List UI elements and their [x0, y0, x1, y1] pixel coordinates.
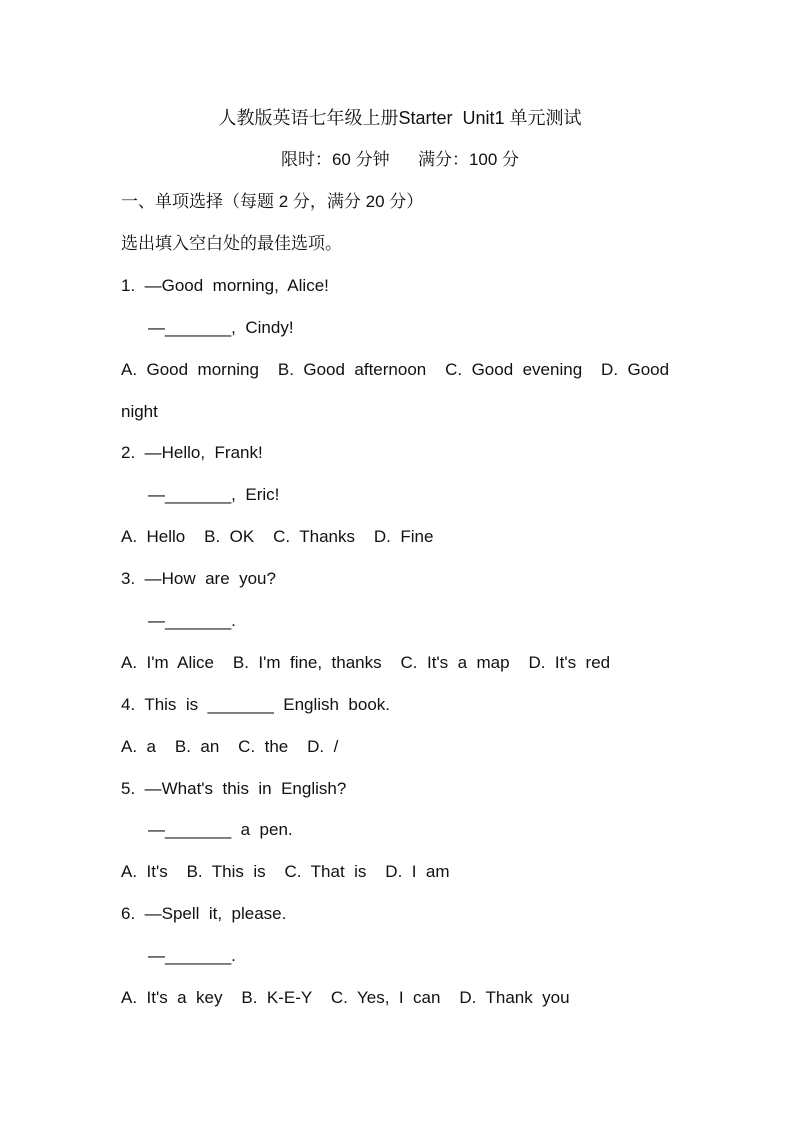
question-4-options: A. a B. an C. the D. /	[121, 737, 339, 756]
question-6-options: A. It's a key B. K-E-Y C. Yes, I can D. Thank you	[121, 988, 570, 1007]
question-3-options: A. I'm Alice B. I'm fine, thanks C. It's a map D. It's red	[121, 653, 611, 672]
question-4-prompt: 4. This is _______ English book.	[121, 695, 391, 714]
question-2-reply: —_______, Eric!	[148, 485, 280, 504]
question-5-reply: —_______ a pen.	[148, 820, 293, 839]
section-heading: 一、单项选择（每题 2 分，满分 20 分）	[121, 192, 424, 211]
question-2-prompt: 2. —Hello, Frank!	[121, 443, 263, 462]
question-3-prompt: 3. —How are you?	[121, 569, 276, 588]
exam-meta: 限时：60 分钟 满分：100 分	[280, 150, 520, 169]
question-1-options-cont: night	[121, 402, 158, 421]
section-instruction: 选出填入空白处的最佳选项。	[121, 234, 342, 253]
question-5-prompt: 5. —What's this in English?	[121, 779, 347, 798]
page-title: 人教版英语七年级上册Starter Unit1 单元测试	[218, 108, 582, 128]
question-1-prompt: 1. —Good morning, Alice!	[121, 276, 329, 295]
question-6-prompt: 6. —Spell it, please.	[121, 904, 287, 923]
question-5-options: A. It's B. This is C. That is D. I am	[121, 862, 450, 881]
question-1-reply: —_______, Cindy!	[148, 318, 294, 337]
question-6-reply: —_______.	[148, 946, 236, 965]
question-2-options: A. Hello B. OK C. Thanks D. Fine	[121, 527, 434, 546]
question-3-reply: —_______.	[148, 611, 236, 630]
question-1-options: A. Good morning B. Good afternoon C. Good evening D. Good	[121, 360, 670, 379]
